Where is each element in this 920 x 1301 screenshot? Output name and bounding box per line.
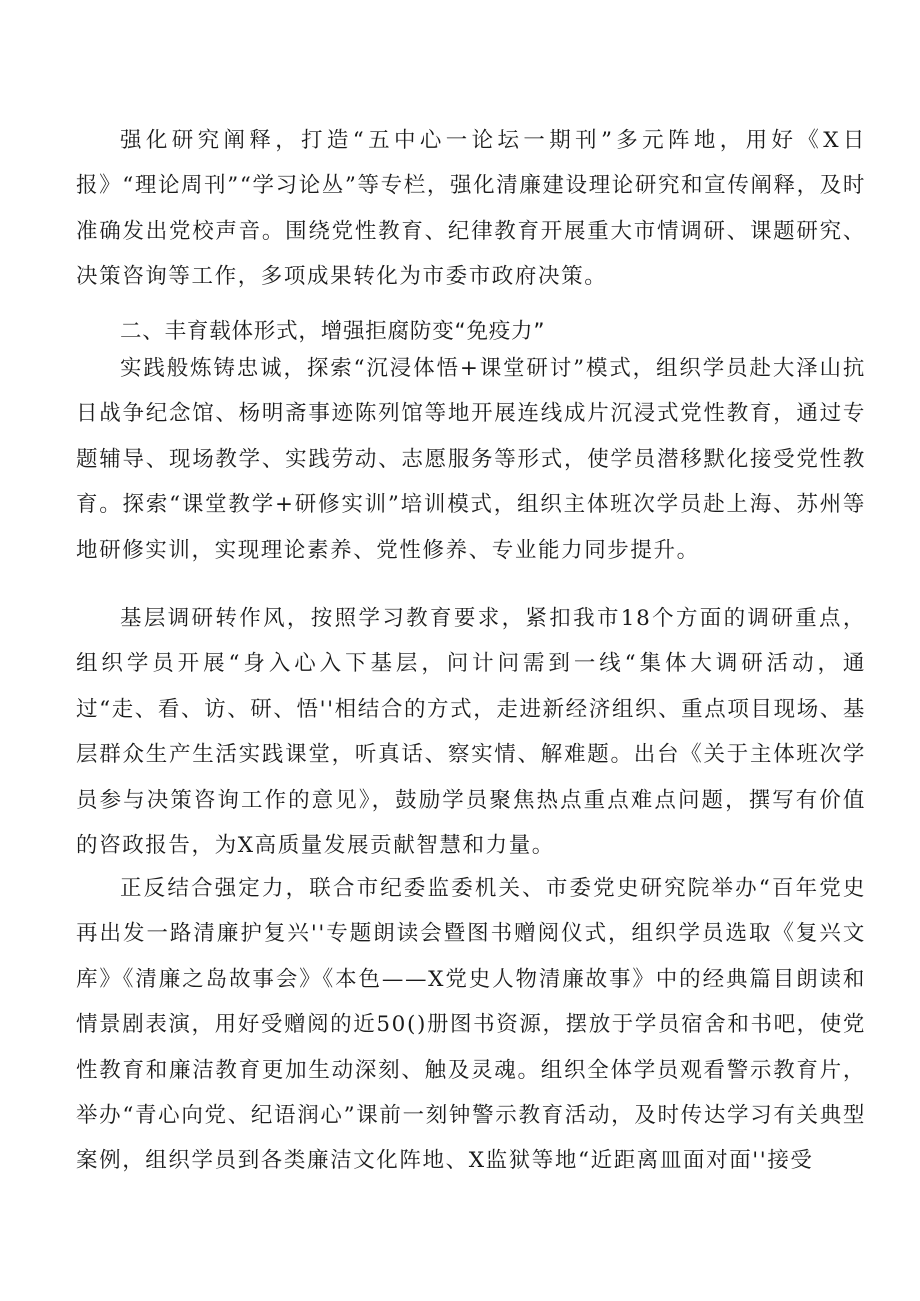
- paragraph-research-interpretation: 强化研究阐释，打造“五中心一论坛一期刊”多元阵地，用好《X日报》“理论周刊”“学习论丛”等专栏，强化清廉建设理论研究和宣传阐释，及时准确发出党校声音。围绕党性教育、纪律教育开展重大市情调研、课题研究、决策咨询等工作，多项成果转化为市委市政府决策。: [76, 128, 866, 290]
- paragraph-practice-loyalty: 实践般炼铸忠诚，探索“沉浸体悟+课堂研讨”模式，组织学员赴大泽山抗日战争纪念馆、杨明斋事迹陈列馆等地开展连线成片沉浸式党性教育，通过专题辅导、现场教学、实践劳动、志愿服务等形式，使学员潜移默化接受党性教育。探索“课堂教学+研修实训”培训模式，组织主体班次学员赴上海、苏州等地研修实训，实现理论素养、党性修养、专业能力同步提升。: [76, 356, 866, 563]
- section-heading: 二、丰育载体形式，增强拒腐防变“免疫力”: [120, 319, 546, 344]
- paragraph-grassroots-research: 基层调研转作风，按照学习教育要求，紧扣我市18个方面的调研重点，组织学员开展“身入心入下基层，问计问需到一线“集体大调研活动，通过“走、看、访、研、悟''相结合的方式，走进新经济组织、重点项目现场、基层群众生产生活实践课堂，听真话、察实情、解难题。出台《关于主体班次学员参与决策咨询工作的意见》，鼓励学员聚焦热点重点难点问题，撰写有价值的咨政报告，为X高质量发展贡献智慧和力量。: [76, 606, 866, 859]
- paragraph-positive-negative: 正反结合强定力，联合市纪委监委机关、市委党史研究院举办“百年党史再出发一路清廉护复兴''专题朗读会暨图书赠阅仪式，组织学员选取《复兴文库》《清廉之岛故事会》《本色——X党史人物清廉故事》中的经典篇目朗读和情景剧表演，用好受赠阅的近50()册图书资源，摆放于学员宿舍和书吧，使党性教育和廉洁教育更加生动深刻、触及灵魂。组织全体学员观看警示教育片，举办“青心向党、纪语润心”课前一刻钟警示教育活动，及时传达学习有关典型案例，组织学员到各类廉洁文化阵地、X监狱等地“近距离皿面对面''接受: [76, 876, 866, 1174]
